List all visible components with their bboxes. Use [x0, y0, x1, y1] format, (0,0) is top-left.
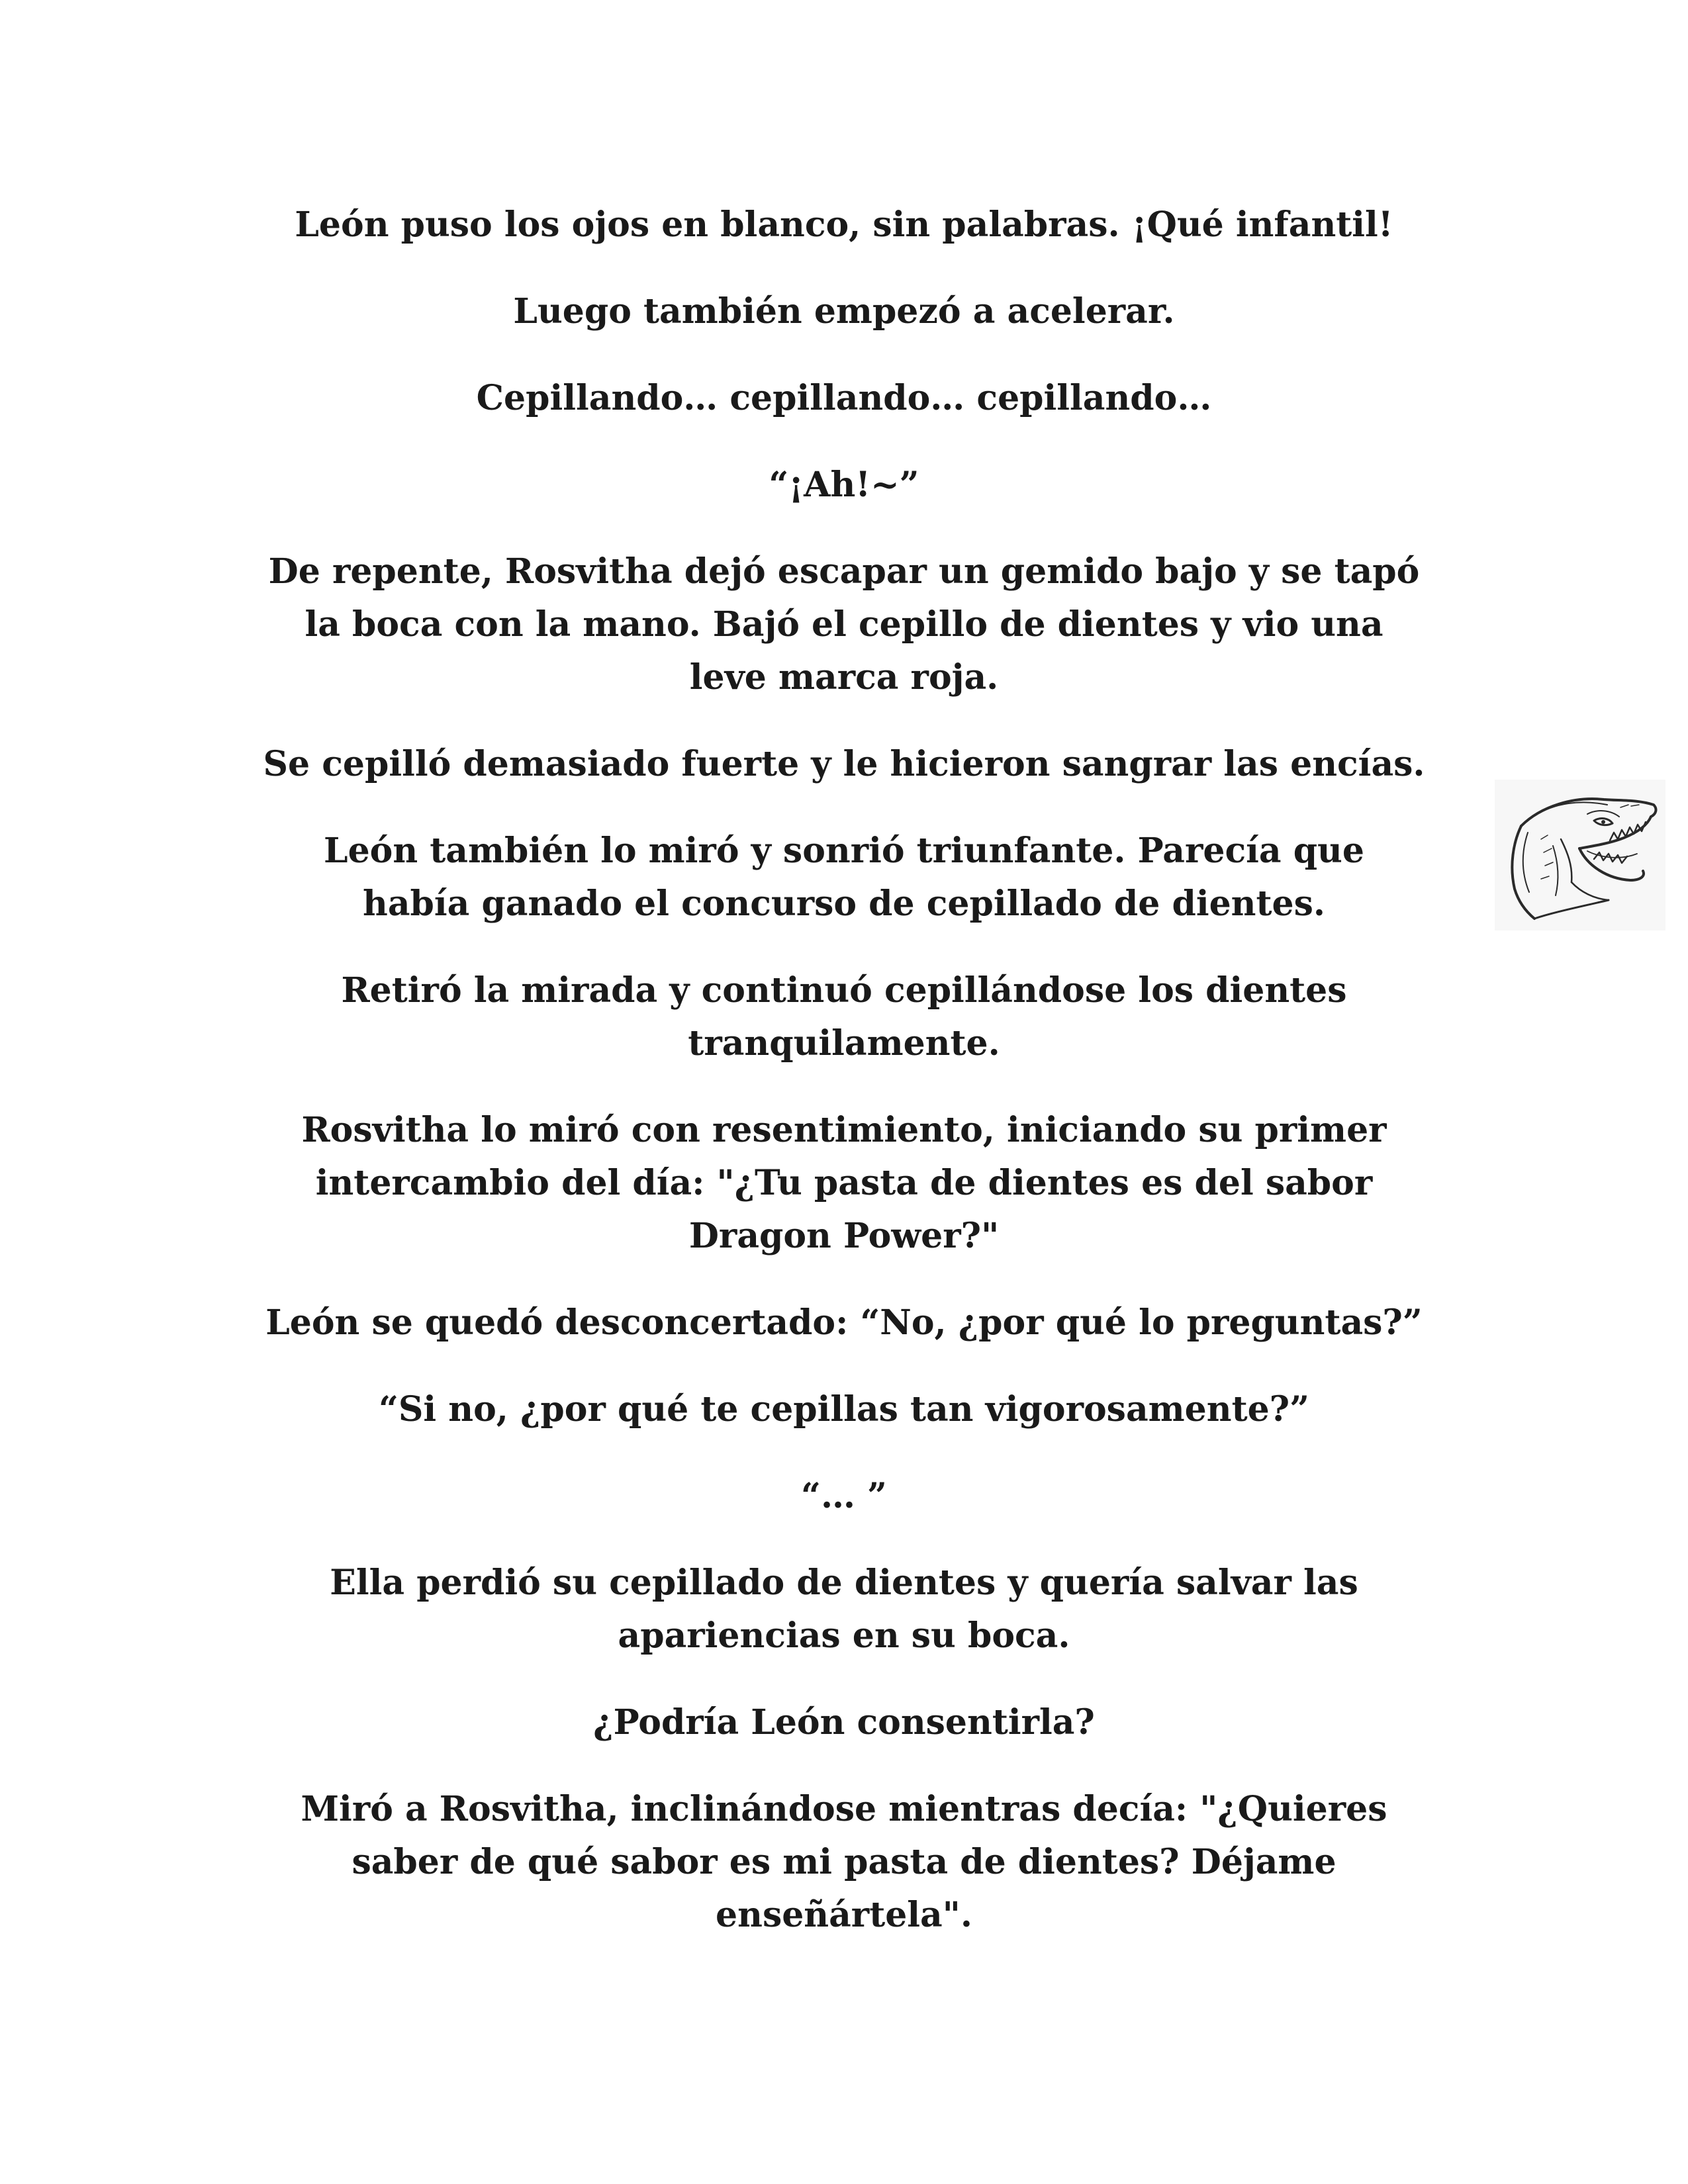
- paragraph: Cepillando… cepillando… cepillando…: [476, 378, 1212, 418]
- paragraph: ¿Podría León consentirla?: [593, 1702, 1095, 1743]
- paragraph: “… ”: [801, 1476, 887, 1516]
- paragraph: Ella perdió su cepillado de dientes y quería salvar las apariencias en su boca.: [330, 1563, 1358, 1656]
- paragraph: León también lo miró y sonrió triunfante. Parecía que había ganado el concurso de cepillado de dientes.: [324, 831, 1364, 924]
- story-text: [238, 199, 1450, 1942]
- paragraph: León se quedó desconcertado: “No, ¿por qué lo preguntas?”: [265, 1302, 1423, 1343]
- paragraph: Retiró la mirada y continuó cepillándose los dientes tranquilamente.: [341, 970, 1347, 1064]
- dinosaur-head-sketch-icon: [1495, 780, 1665, 931]
- paragraph: Miró a Rosvitha, inclinándose mientras decía: "¿Quieres saber de qué sabor es mi pasta de dientes? Déjame enseñártela".: [301, 1789, 1387, 1935]
- paragraph: Se cepilló demasiado fuerte y le hicieron sangrar las encías.: [263, 744, 1425, 784]
- paragraph: Rosvitha lo miró con resentimiento, iniciando su primer intercambio del día: "¿Tu pasta de dientes es del sabor Dragon Power?": [301, 1110, 1387, 1256]
- paragraph: León puso los ojos en blanco, sin palabras. ¡Qué infantil!: [295, 205, 1393, 245]
- paragraph: De repente, Rosvitha dejó escapar un gemido bajo y se tapó la boca con la mano. Bajó el cepillo de dientes y vio una leve marca roja.: [268, 551, 1420, 698]
- paragraph: Luego también empezó a acelerar.: [513, 291, 1175, 332]
- paragraph: “Si no, ¿por qué te cepillas tan vigorosamente?”: [378, 1389, 1310, 1430]
- paragraph: “¡Ah!~”: [769, 465, 919, 505]
